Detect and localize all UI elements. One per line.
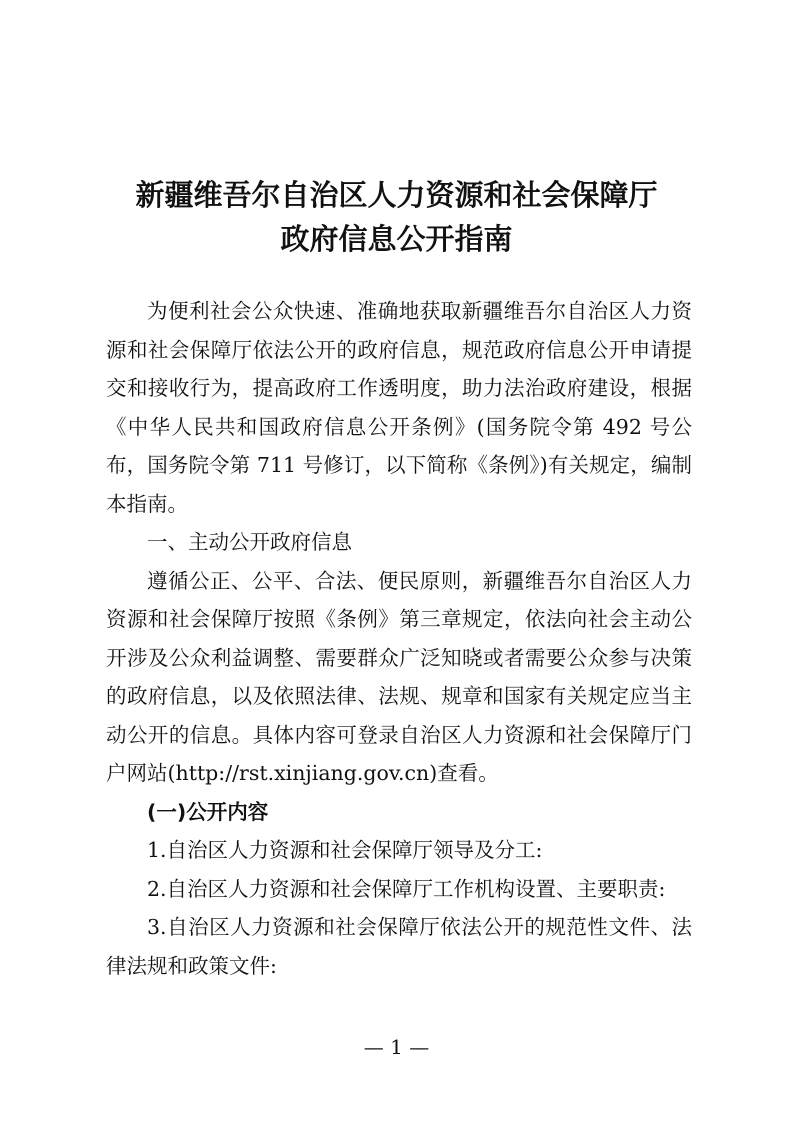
section-1-heading: 一、主动公开政府信息: [147, 530, 352, 554]
list-item: 1.自治区人力资源和社会保障厅领导及分工:: [147, 838, 543, 862]
document-body: [106, 292, 692, 985]
list-item: 3.自治区人力资源和社会保障厅依法公开的规范性文件、法律法规和政策文件:: [106, 915, 692, 978]
subsection-1-heading: (一)公开内容: [147, 799, 269, 824]
intro-paragraph: 为便利社会公众快速、准确地获取新疆维吾尔自治区人力资源和社会保障厅依法公开的政府信息，规范政府信息公开申请提交和接收行为，提高政府工作透明度，助力法治政府建设，根据《中华人民共和国政府信息公开条例》(国务院令第 492 号公布，国务院令第 711 号修订，以下简称《条例》)有关规定，编制本指南。: [106, 299, 692, 516]
page-number: — 1 —: [363, 1035, 430, 1059]
document-title-line-2: 政府信息公开指南: [280, 222, 513, 256]
document-title-line-1: 新疆维吾尔自治区人力资源和社会保障厅: [135, 178, 658, 212]
section-1-paragraph: 遵循公正、公平、合法、便民原则，新疆维吾尔自治区人力资源和社会保障厅按照《条例》第三章规定，依法向社会主动公开涉及公众利益调整、需要群众广泛知晓或者需要公众参与决策的政府信息，以及依照法律、法规、规章和国家有关规定应当主动公开的信息。具体内容可登录自治区人力资源和社会保障厅门户网站(http://rst.xinjiang.gov.cn)查看。: [106, 568, 692, 785]
list-item: 2.自治区人力资源和社会保障厅工作机构设置、主要职责:: [147, 876, 666, 901]
